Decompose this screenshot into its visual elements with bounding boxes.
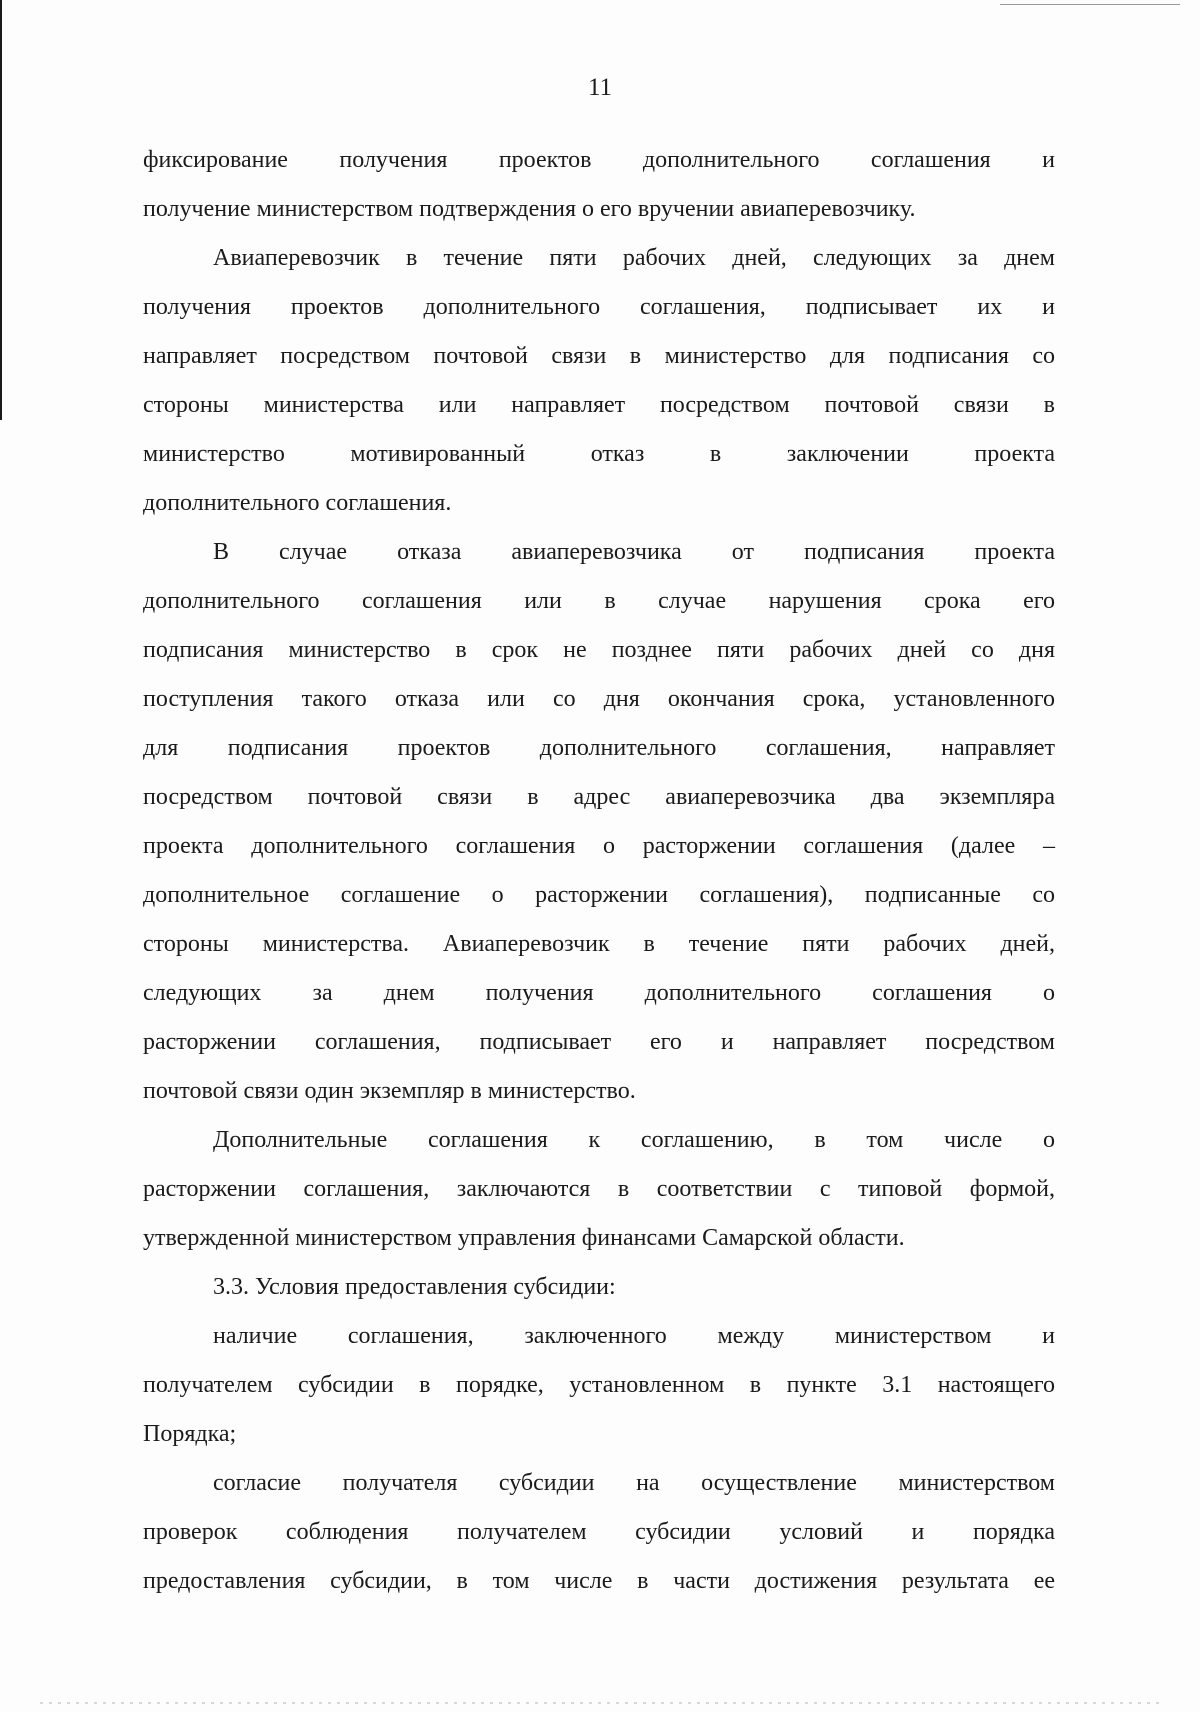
text-line: Порядка; (143, 1421, 237, 1447)
text-line: дополнительного соглашения. (143, 490, 452, 516)
text-line: стороны министерства или направляет посредством почтовой связи в (143, 392, 1055, 418)
section-heading: 3.3. Условия предоставления субсидии: (213, 1274, 616, 1300)
text-line: фиксирование получения проектов дополнительного соглашения и (143, 147, 1055, 173)
text-line: следующих за днем получения дополнительного соглашения о (143, 980, 1055, 1006)
text-line: В случае отказа авиаперевозчика от подписания проекта (213, 539, 1055, 565)
text-line: направляет посредством почтовой связи в министерство для подписания со (143, 343, 1055, 369)
text-line: почтовой связи один экземпляр в министерство. (143, 1078, 636, 1104)
text-line: расторжении соглашения, заключаются в соответствии с типовой формой, (143, 1176, 1055, 1202)
text-line: подписания министерство в срок не позднее пяти рабочих дней со дня (143, 637, 1055, 663)
text-line: дополнительного соглашения или в случае нарушения срока его (143, 588, 1055, 614)
text-line: предоставления субсидии, в том числе в части достижения результата ее (143, 1568, 1055, 1594)
text-line: получателем субсидии в порядке, установленном в пункте 3.1 настоящего (143, 1372, 1055, 1398)
text-line: утвержденной министерством управления финансами Самарской области. (143, 1225, 905, 1251)
scan-edge-left (0, 0, 2, 420)
text-line: проверок соблюдения получателем субсидии условий и порядка (143, 1519, 1055, 1545)
text-line: получение министерством подтверждения о его вручении авиаперевозчику. (143, 196, 916, 222)
text-line: согласие получателя субсидии на осуществление министерством (213, 1470, 1055, 1496)
page-number: 11 (587, 74, 613, 101)
text-line: получения проектов дополнительного соглашения, подписывает их и (143, 294, 1055, 320)
text-line: министерство мотивированный отказ в заключении проекта (143, 441, 1055, 467)
text-line: расторжении соглашения, подписывает его и направляет посредством (143, 1029, 1055, 1055)
text-line: наличие соглашения, заключенного между министерством и (213, 1323, 1055, 1349)
text-line: для подписания проектов дополнительного соглашения, направляет (143, 735, 1055, 761)
text-line: проекта дополнительного соглашения о расторжении соглашения (далее – (143, 833, 1055, 859)
text-line: посредством почтовой связи в адрес авиаперевозчика два экземпляра (143, 784, 1055, 810)
text-line: стороны министерства. Авиаперевозчик в течение пяти рабочих дней, (143, 931, 1055, 957)
text-line: Авиаперевозчик в течение пяти рабочих дней, следующих за днем (213, 245, 1055, 271)
text-line: дополнительное соглашение о расторжении соглашения), подписанные со (143, 882, 1055, 908)
scan-edge-bottom (40, 1702, 1160, 1704)
document-body (143, 136, 1055, 1606)
text-line: поступления такого отказа или со дня окончания срока, установленного (143, 686, 1055, 712)
scan-edge-top (1000, 4, 1180, 5)
text-line: Дополнительные соглашения к соглашению, в том числе о (213, 1127, 1055, 1153)
